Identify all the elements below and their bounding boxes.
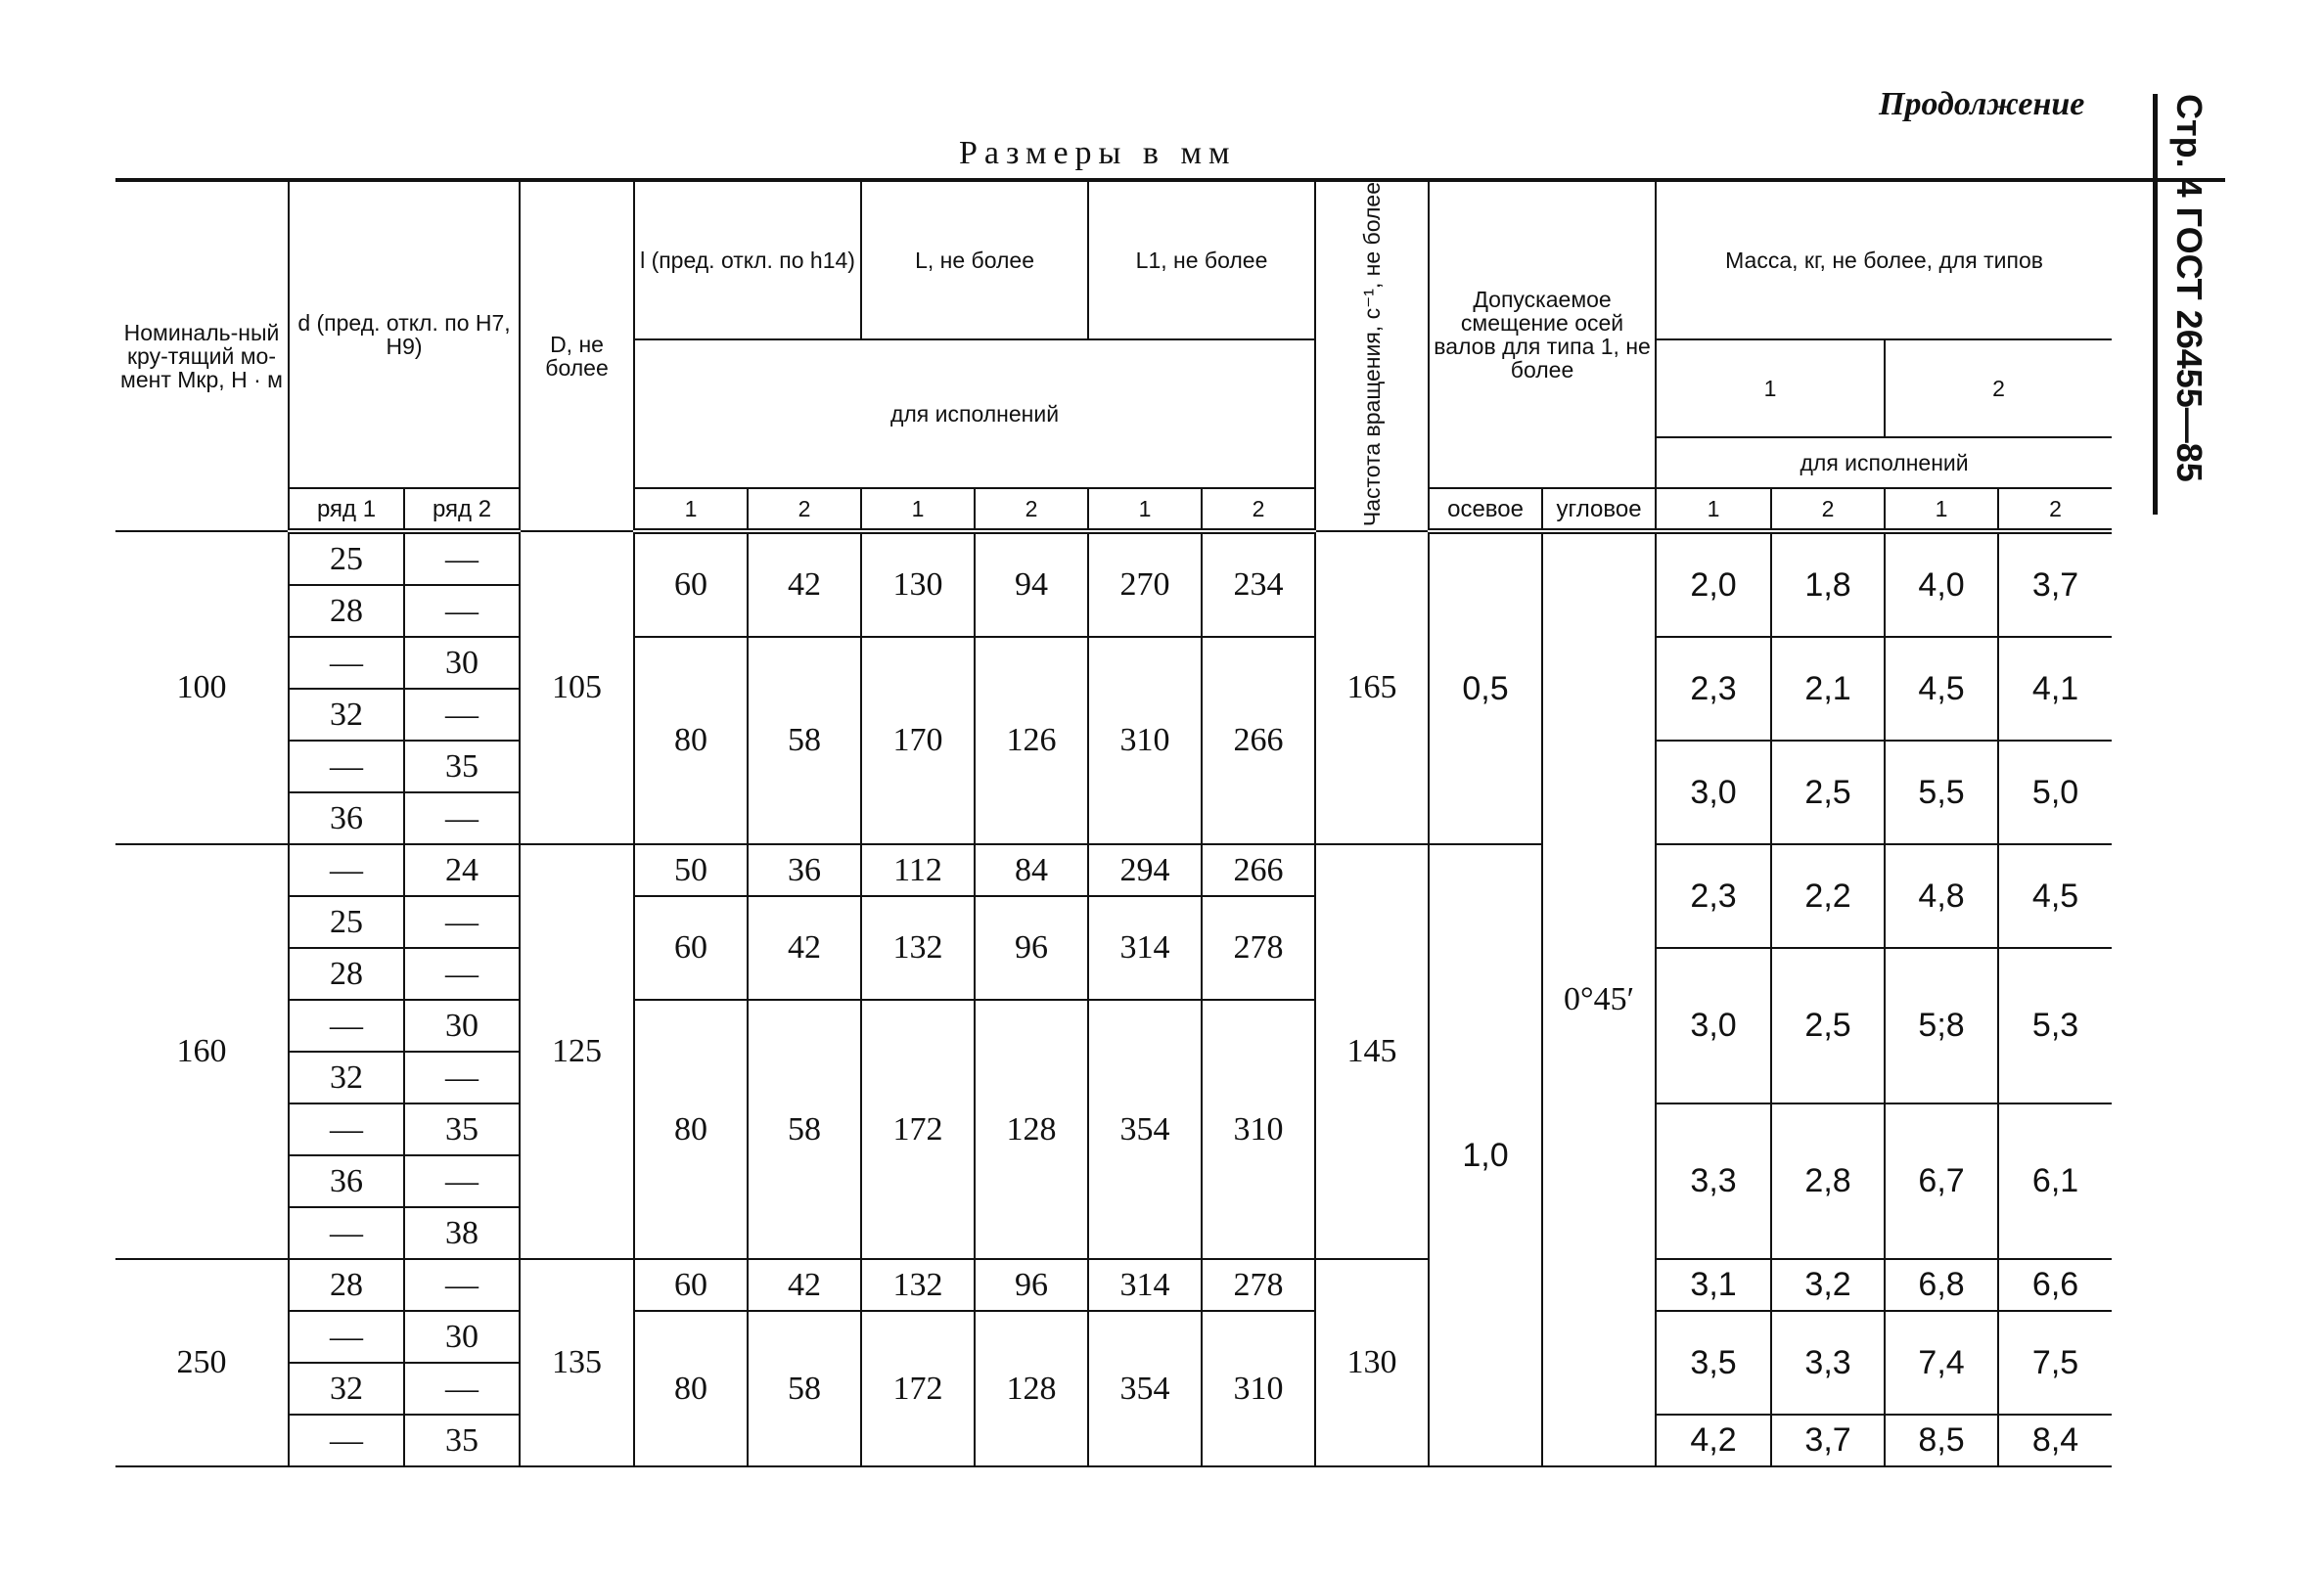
l-v1-cell: 60 xyxy=(634,896,748,1000)
d-row2-cell: 35 xyxy=(404,1103,520,1155)
L-v2-cell: 96 xyxy=(975,1259,1088,1311)
header-angular: угловое xyxy=(1542,488,1656,531)
d-row2-cell: — xyxy=(404,689,520,741)
l-v2-cell: 42 xyxy=(748,1259,861,1311)
mass-cell: 2,0 xyxy=(1656,531,1771,637)
L1-v2-cell: 278 xyxy=(1202,896,1315,1000)
L1-v1-cell: 310 xyxy=(1088,637,1202,844)
header-row2: ряд 2 xyxy=(404,488,520,531)
L1-v1-cell: 270 xyxy=(1088,531,1202,637)
header-l-ver2: 2 xyxy=(748,488,861,531)
header-row1: ряд 1 xyxy=(289,488,404,531)
L-v1-cell: 132 xyxy=(861,1259,975,1311)
mass-cell: 8,4 xyxy=(1998,1415,2112,1466)
header-L1: L1, не более xyxy=(1088,180,1315,339)
d-row1-cell: — xyxy=(289,1000,404,1052)
d-row1-cell: — xyxy=(289,637,404,689)
L1-v2-cell: 310 xyxy=(1202,1000,1315,1259)
mass-cell: 4,5 xyxy=(1998,844,2112,948)
header-L1-ver1: 1 xyxy=(1088,488,1202,531)
d-row2-cell: — xyxy=(404,792,520,844)
frequency-label: Частота вращения, с⁻¹, не более xyxy=(1358,182,1385,527)
mass-cell: 3,1 xyxy=(1656,1259,1771,1311)
header-versions-mass: для исполнений xyxy=(1656,437,2112,488)
mass-cell: 2,2 xyxy=(1771,844,1885,948)
d-row1-cell: 28 xyxy=(289,585,404,637)
d-row2-cell: — xyxy=(404,1259,520,1311)
L1-v2-cell: 266 xyxy=(1202,844,1315,896)
header-type1: 1 xyxy=(1656,339,1885,437)
l-v1-cell: 80 xyxy=(634,637,748,844)
D-cell: 125 xyxy=(520,844,634,1259)
l-v1-cell: 60 xyxy=(634,531,748,637)
axial-offset-cell: 1,0 xyxy=(1429,844,1542,1466)
mass-cell: 2,5 xyxy=(1771,741,1885,844)
header-mass-t2v1: 1 xyxy=(1885,488,1998,531)
L-v1-cell: 112 xyxy=(861,844,975,896)
mass-cell: 3,0 xyxy=(1656,948,1771,1103)
header-L-ver2: 2 xyxy=(975,488,1088,531)
mass-cell: 3,7 xyxy=(1771,1415,1885,1466)
mass-cell: 6,1 xyxy=(1998,1103,2112,1259)
mass-cell: 8,5 xyxy=(1885,1415,1998,1466)
L1-v2-cell: 266 xyxy=(1202,637,1315,844)
d-row2-cell: — xyxy=(404,896,520,948)
L-v1-cell: 172 xyxy=(861,1311,975,1466)
l-v1-cell: 80 xyxy=(634,1311,748,1466)
d-row1-cell: 32 xyxy=(289,1052,404,1103)
mass-cell: 6,7 xyxy=(1885,1103,1998,1259)
d-row1-cell: 36 xyxy=(289,1155,404,1207)
d-row2-cell: — xyxy=(404,585,520,637)
mass-cell: 3,0 xyxy=(1656,741,1771,844)
header-L1-ver2: 2 xyxy=(1202,488,1315,531)
frequency-cell: 130 xyxy=(1315,1259,1429,1466)
dimensions-table xyxy=(115,178,2225,1467)
mass-cell: 2,3 xyxy=(1656,637,1771,741)
d-row1-cell: 32 xyxy=(289,689,404,741)
mass-cell: 7,5 xyxy=(1998,1311,2112,1415)
axial-offset-cell: 0,5 xyxy=(1429,531,1542,844)
mass-cell: 3,3 xyxy=(1771,1311,1885,1415)
header-versions: для исполнений xyxy=(634,339,1315,488)
d-row2-cell: 35 xyxy=(404,1415,520,1466)
units-caption: Размеры в мм xyxy=(959,135,1237,171)
mass-cell: 3,2 xyxy=(1771,1259,1885,1311)
d-row2-cell: 30 xyxy=(404,1000,520,1052)
header-torque: Номиналь-ный кру-тящий мо-мент Mкр, Н · м xyxy=(115,180,289,531)
mass-cell: 2,8 xyxy=(1771,1103,1885,1259)
header-mass: Масса, кг, не более, для типов xyxy=(1656,180,2112,339)
frequency-cell: 165 xyxy=(1315,531,1429,844)
L-v1-cell: 172 xyxy=(861,1000,975,1259)
mass-cell: 5,0 xyxy=(1998,741,2112,844)
header-axial: осевое xyxy=(1429,488,1542,531)
l-v1-cell: 50 xyxy=(634,844,748,896)
L1-v1-cell: 294 xyxy=(1088,844,1202,896)
d-row2-cell: 30 xyxy=(404,1311,520,1363)
l-v2-cell: 58 xyxy=(748,1000,861,1259)
mass-cell: 4,5 xyxy=(1885,637,1998,741)
header-mass-t2v2: 2 xyxy=(1998,488,2112,531)
l-v2-cell: 42 xyxy=(748,531,861,637)
L1-v1-cell: 314 xyxy=(1088,896,1202,1000)
mass-cell: 4,0 xyxy=(1885,531,1998,637)
mass-cell: 2,3 xyxy=(1656,844,1771,948)
L-v1-cell: 130 xyxy=(861,531,975,637)
L1-v2-cell: 234 xyxy=(1202,531,1315,637)
frequency-cell: 145 xyxy=(1315,844,1429,1259)
angular-offset-cell: 0°45′ xyxy=(1542,531,1656,1466)
L1-v1-cell: 354 xyxy=(1088,1311,1202,1466)
d-row2-cell: — xyxy=(404,948,520,1000)
side-header-text: Стр. 4 ГОСТ 26455—85 xyxy=(2169,94,2210,482)
d-row1-cell: 36 xyxy=(289,792,404,844)
L1-v1-cell: 314 xyxy=(1088,1259,1202,1311)
d-row1-cell: — xyxy=(289,1103,404,1155)
d-row2-cell: 35 xyxy=(404,741,520,792)
torque-cell: 160 xyxy=(115,844,289,1259)
l-v1-cell: 80 xyxy=(634,1000,748,1259)
d-row1-cell: 25 xyxy=(289,896,404,948)
d-row1-cell: — xyxy=(289,741,404,792)
L1-v1-cell: 354 xyxy=(1088,1000,1202,1259)
d-row1-cell: 25 xyxy=(289,531,404,585)
mass-cell: 5;8 xyxy=(1885,948,1998,1103)
mass-cell: 4,1 xyxy=(1998,637,2112,741)
header-offset: Допускаемое смещение осей валов для типа 1, не более xyxy=(1429,180,1656,488)
mass-cell: 5,3 xyxy=(1998,948,2112,1103)
d-row2-cell: — xyxy=(404,531,520,585)
d-row2-cell: — xyxy=(404,1155,520,1207)
mass-cell: 3,3 xyxy=(1656,1103,1771,1259)
d-row1-cell: — xyxy=(289,1415,404,1466)
L-v2-cell: 126 xyxy=(975,637,1088,844)
mass-cell: 2,5 xyxy=(1771,948,1885,1103)
d-row1-cell: 28 xyxy=(289,1259,404,1311)
L-v2-cell: 128 xyxy=(975,1311,1088,1466)
torque-cell: 100 xyxy=(115,531,289,844)
D-cell: 105 xyxy=(520,531,634,844)
d-row1-cell: 32 xyxy=(289,1363,404,1415)
L-v1-cell: 132 xyxy=(861,896,975,1000)
d-row2-cell: — xyxy=(404,1052,520,1103)
header-mass-t1v1: 1 xyxy=(1656,488,1771,531)
table-row xyxy=(115,1259,2225,1311)
header-type2: 2 xyxy=(1885,339,2112,437)
L-v1-cell: 170 xyxy=(861,637,975,844)
mass-cell: 1,8 xyxy=(1771,531,1885,637)
d-row2-cell: 38 xyxy=(404,1207,520,1259)
d-row2-cell: 24 xyxy=(404,844,520,896)
table-row xyxy=(115,637,2225,689)
header-l-ver1: 1 xyxy=(634,488,748,531)
d-row1-cell: — xyxy=(289,1207,404,1259)
mass-cell: 2,1 xyxy=(1771,637,1885,741)
L-v2-cell: 96 xyxy=(975,896,1088,1000)
header-L-ver1: 1 xyxy=(861,488,975,531)
d-row2-cell: — xyxy=(404,1363,520,1415)
header-L: L, не более xyxy=(861,180,1088,339)
header-mass-t1v2: 2 xyxy=(1771,488,1885,531)
continuation-label: Продолжение xyxy=(1879,86,2085,122)
table-row xyxy=(115,844,2225,896)
d-row1-cell: — xyxy=(289,1311,404,1363)
d-row1-cell: 28 xyxy=(289,948,404,1000)
D-cell: 135 xyxy=(520,1259,634,1466)
l-v2-cell: 36 xyxy=(748,844,861,896)
header-D: D, не более xyxy=(520,180,634,531)
L-v2-cell: 128 xyxy=(975,1000,1088,1259)
d-row2-cell: 30 xyxy=(404,637,520,689)
header-l: l (пред. откл. по h14) xyxy=(634,180,861,339)
mass-cell: 4,2 xyxy=(1656,1415,1771,1466)
mass-cell: 6,8 xyxy=(1885,1259,1998,1311)
L-v2-cell: 94 xyxy=(975,531,1088,637)
mass-cell: 5,5 xyxy=(1885,741,1998,844)
l-v1-cell: 60 xyxy=(634,1259,748,1311)
mass-cell: 4,8 xyxy=(1885,844,1998,948)
mass-cell: 6,6 xyxy=(1998,1259,2112,1311)
d-row1-cell: — xyxy=(289,844,404,896)
l-v2-cell: 42 xyxy=(748,896,861,1000)
table-row xyxy=(115,531,2225,585)
mass-cell: 3,5 xyxy=(1656,1311,1771,1415)
mass-cell: 3,7 xyxy=(1998,531,2112,637)
header-d: d (пред. откл. по H7, H9) xyxy=(289,180,520,488)
l-v2-cell: 58 xyxy=(748,637,861,844)
torque-cell: 250 xyxy=(115,1259,289,1466)
table-row xyxy=(115,1311,2225,1363)
l-v2-cell: 58 xyxy=(748,1311,861,1466)
header-frequency xyxy=(1315,180,1429,531)
L-v2-cell: 84 xyxy=(975,844,1088,896)
L1-v2-cell: 310 xyxy=(1202,1311,1315,1466)
L1-v2-cell: 278 xyxy=(1202,1259,1315,1311)
mass-cell: 7,4 xyxy=(1885,1311,1998,1415)
